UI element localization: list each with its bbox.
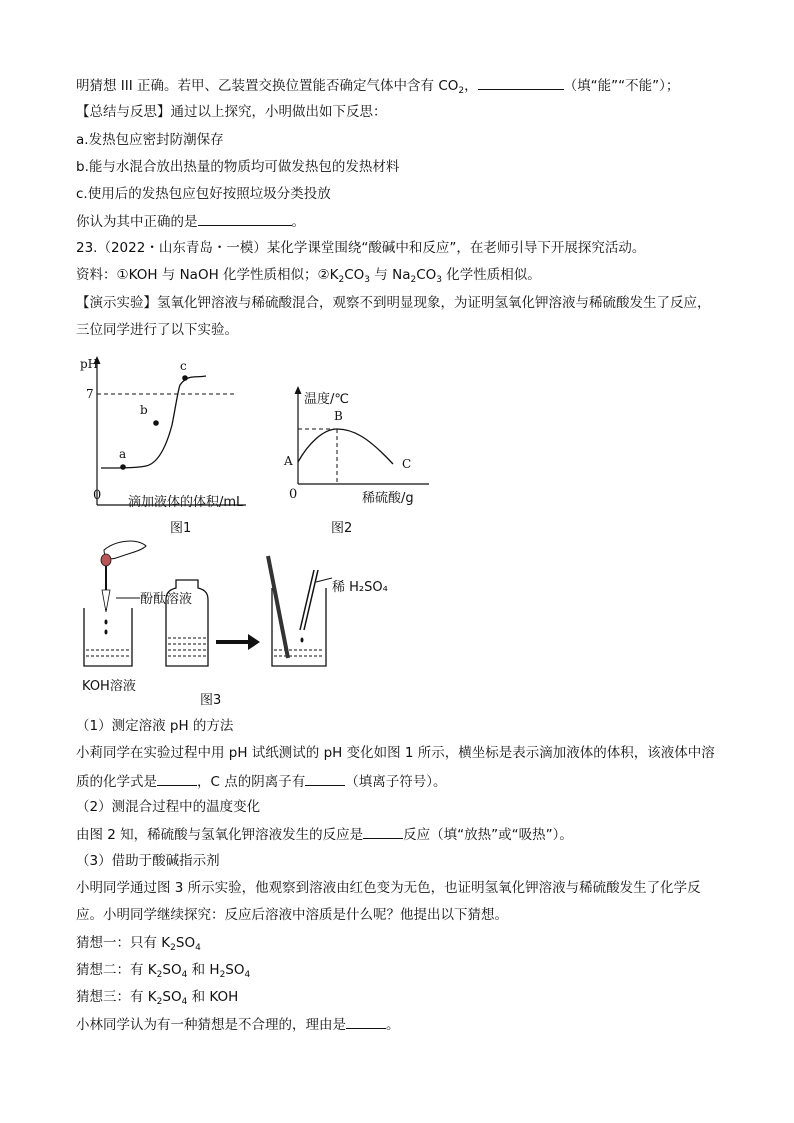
q1-line-1: 小莉同学在实验过程中用 pH 试纸测试的 pH 变化如图 1 所示，横坐标是表示滴加液体的体积，该液体中溶 — [76, 745, 715, 761]
label-b: b — [140, 403, 148, 417]
text-segment: 和 H — [187, 962, 220, 978]
text-segment: 反应（填“放热”或“吸热”）。 — [403, 827, 573, 843]
label-C: C — [402, 457, 412, 471]
subscript: 2 — [156, 997, 163, 1007]
tick-7: 7 — [86, 387, 94, 401]
acid-label: 稀 H₂SO₄ — [332, 580, 388, 595]
subscript: 2 — [458, 86, 465, 96]
subscript: 2 — [410, 275, 417, 285]
figure-1-ph-graph — [76, 350, 276, 510]
fig2-caption: 图2 — [331, 521, 353, 536]
acid-dropper-2 — [304, 570, 318, 630]
text-segment: 化学性质相似。 — [442, 267, 541, 283]
question-23-header: 23.（2022・山东青岛・一模）某化学课堂围绕“酸碱中和反应”，在老师引导下开展探究活动。 — [76, 240, 646, 256]
fig2-y-label: 温度/℃ — [304, 392, 349, 407]
subscript: 4 — [181, 970, 188, 980]
subscript: 2 — [170, 943, 176, 953]
text-segment: 猜想一：只有 K — [76, 935, 171, 951]
label-B: B — [334, 409, 343, 423]
text-line-5: c.使用后的发热包应包好按照垃圾分类投放 — [76, 186, 331, 202]
subscript: 3 — [436, 275, 443, 285]
demo-line-1: 【演示实验】氢氧化钾溶液与稀硫酸混合，观察不到明显现象，为证明氢氧化钾溶液与稀硫酸发生了反应， — [76, 295, 711, 311]
acid-dropper — [300, 570, 314, 630]
last-line — [76, 1014, 400, 1035]
acid-pointer — [316, 578, 332, 582]
q1-line-2 — [76, 771, 446, 792]
subscript: 2 — [338, 275, 345, 285]
text-segment: 和 KOH — [187, 989, 239, 1005]
subscript: 4 — [195, 943, 201, 953]
text-line-1 — [76, 75, 679, 101]
y-axis-label: pH — [80, 357, 99, 371]
koh-label: KOH溶液 — [82, 679, 136, 694]
text-line-3: a.发热包应密封防潮保存 — [76, 132, 224, 148]
point-a — [120, 464, 126, 470]
fig1-caption: 图1 — [170, 521, 192, 536]
drop-1 — [105, 620, 108, 625]
q2-heading: （2）测混合过程中的温度变化 — [76, 799, 261, 815]
text-segment: SO — [162, 962, 182, 978]
q3-heading: （3）借助于酸碱指示剂 — [76, 853, 220, 869]
text-line-4: b.能与水混合放出热量的物质均可做发热包的发热材料 — [76, 159, 400, 175]
text-segment: 与 Na — [370, 267, 411, 283]
q1-heading: （1）测定溶液 pH 的方法 — [76, 718, 234, 734]
guess-2 — [76, 960, 250, 985]
text-segment: 猜想二：有 K — [76, 962, 157, 978]
subscript: 4 — [244, 970, 251, 980]
text-segment: ，C 点的阴离子有 — [197, 774, 306, 790]
subscript: 2 — [219, 970, 226, 980]
dropper-tip — [102, 590, 110, 612]
drop-2 — [105, 630, 108, 635]
label-c: c — [180, 359, 187, 373]
acid-drop — [301, 638, 304, 643]
text-segment: ， — [464, 78, 478, 94]
text-segment: 明猜想 III 正确。若甲、乙装置交换位置能否确定气体中含有 CO — [76, 78, 459, 94]
fig1-origin: 0 — [93, 488, 102, 503]
point-c — [182, 375, 188, 381]
text-segment: （填离子符号）。 — [345, 774, 447, 790]
dropper-bulb — [101, 554, 111, 566]
subscript: 3 — [364, 275, 371, 285]
text-segment: 。 — [386, 1017, 400, 1033]
hand — [104, 541, 146, 559]
q2-line-1 — [76, 824, 573, 845]
y-axis-arrow — [295, 386, 302, 394]
text-segment: 小林同学认为有一种猜想是不合理的，理由是 — [76, 1017, 346, 1033]
text-line-2: 【总结与反思】通过以上探究，小明做出如下反思： — [76, 104, 387, 120]
temperature-curve — [298, 429, 393, 464]
text-segment: 资料：①KOH 与 NaOH 化学性质相似；②K — [76, 267, 339, 283]
answer-blank[interactable] — [478, 75, 564, 90]
q3-line-2: 应。小明同学继续探究：反应后溶液中溶质是什么呢？他提出以下猜想。 — [76, 907, 508, 923]
glass-rod — [268, 556, 288, 658]
fig1-x-label: 滴加液体的体积/mL — [128, 495, 244, 510]
text-segment: SO — [175, 935, 196, 951]
answer-blank[interactable] — [305, 771, 345, 786]
answer-blank[interactable] — [346, 1014, 386, 1029]
text-segment: CO — [344, 267, 365, 283]
label-a: a — [119, 447, 127, 461]
text-line-6 — [76, 211, 305, 232]
figure-3-experiment — [76, 540, 396, 670]
answer-blank[interactable] — [198, 211, 292, 226]
text-segment: 你认为其中正确的是 — [76, 214, 198, 230]
point-b — [153, 420, 159, 426]
process-arrow — [216, 634, 260, 650]
subscript: 2 — [156, 970, 163, 980]
text-segment: 质的化学式是 — [76, 774, 157, 790]
answer-blank[interactable] — [363, 824, 403, 839]
guess-1 — [76, 933, 201, 958]
text-segment: 猜想三：有 K — [76, 989, 157, 1005]
fig2-origin: 0 — [289, 487, 298, 502]
label-A: A — [284, 454, 293, 468]
text-segment: SO — [225, 962, 245, 978]
text-segment: SO — [162, 989, 182, 1005]
text-segment: （填“能”“不能”）； — [563, 78, 680, 94]
text-segment: CO — [416, 267, 437, 283]
materials-line — [76, 265, 541, 290]
demo-line-2: 三位同学进行了以下实验。 — [76, 322, 238, 338]
fig3-caption: 图3 — [200, 693, 222, 708]
indicator-label: 酚酞溶液 — [140, 592, 193, 607]
text-segment: 。 — [291, 214, 305, 230]
guess-3 — [76, 987, 238, 1012]
answer-blank[interactable] — [157, 771, 197, 786]
subscript: 4 — [181, 997, 188, 1007]
text-segment: 由图 2 知，稀硫酸与氢氧化钾溶液发生的反应是 — [76, 827, 364, 843]
q3-line-1: 小明同学通过图 3 所示实验，他观察到溶液由红色变为无色，也证明氢氧化钾溶液与稀硫酸发生了化学反 — [76, 880, 701, 896]
beaker-koh — [84, 608, 132, 666]
fig2-x-label: 稀硫酸/g — [362, 491, 414, 506]
